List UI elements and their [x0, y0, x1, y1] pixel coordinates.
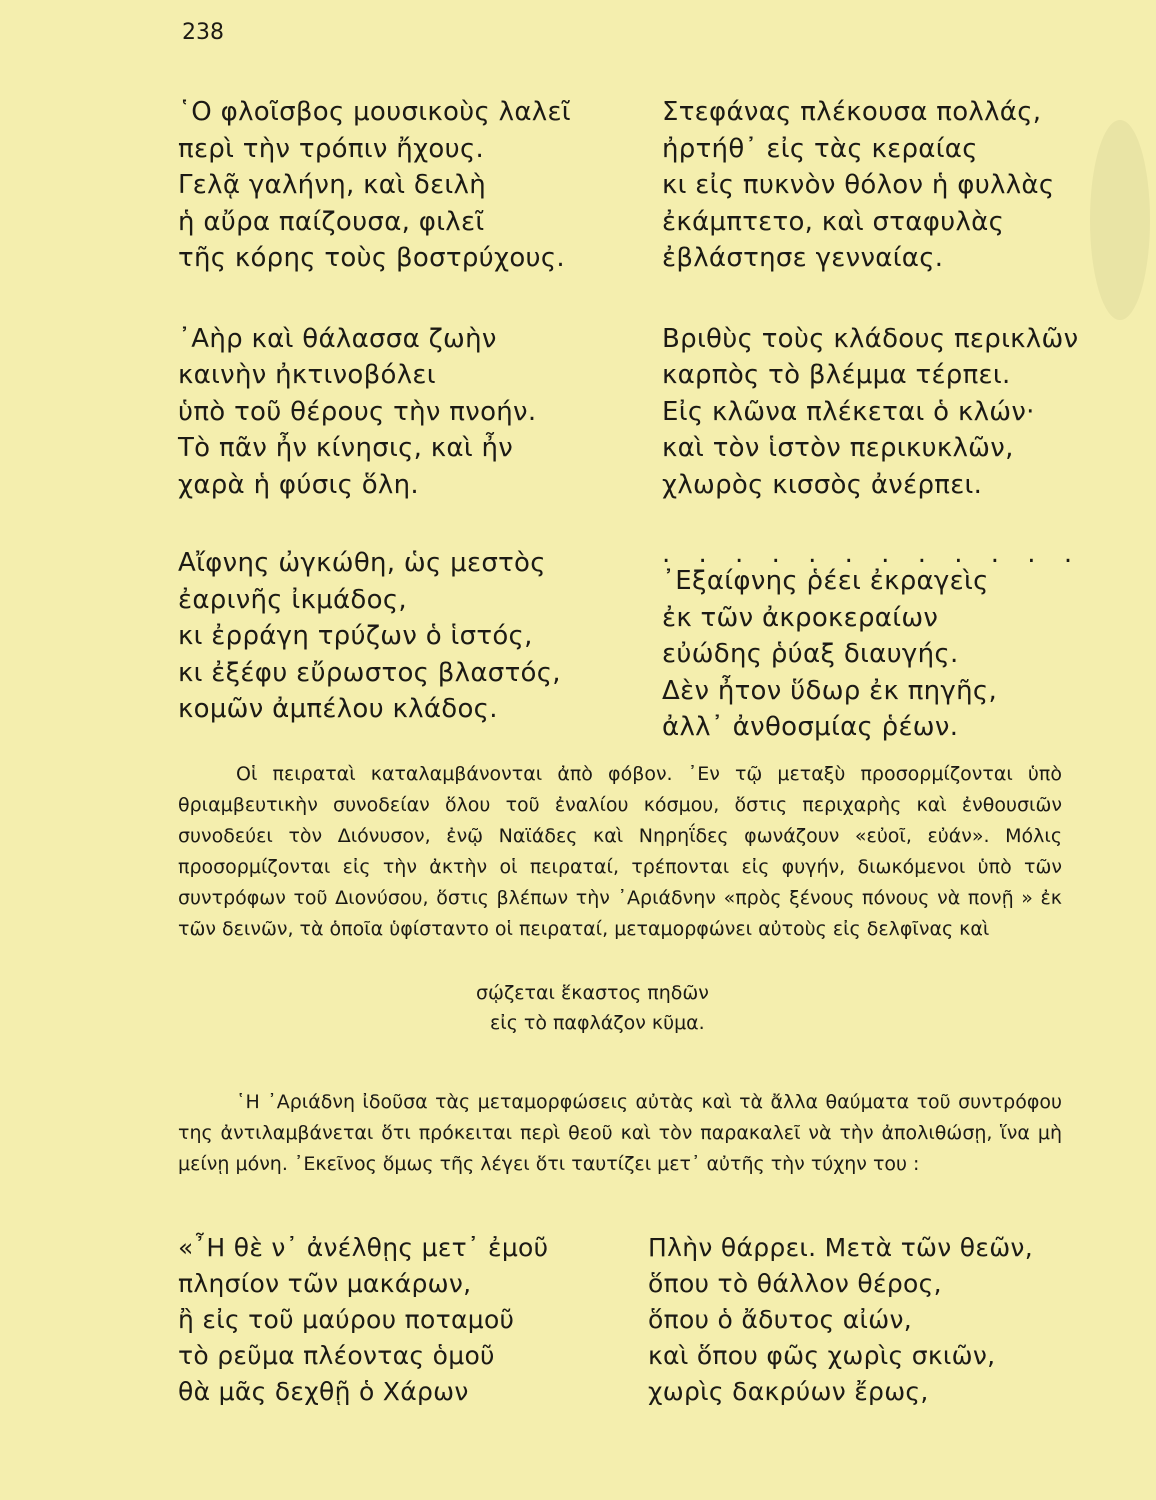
verse-line: εὐώδης ῥύαξ διαυγής.	[662, 639, 959, 669]
verse-line: Πλὴν θάρρει. Μετὰ τῶν θεῶν,	[648, 1233, 1033, 1262]
quote-line: εἰς τὸ παφλάζον κῦμα.	[490, 1012, 705, 1034]
prose-paragraph-1: Οἱ πειραταὶ καταλαμβάνονται ἀπὸ φόβον. ᾿Εν τῷ μεταξὺ προσορμίζονται ὑπὸ θριαμβευτικὴν συνοδείαν ὅλου τοῦ ἐναλίου κόσμου, ὅστις περιχαρὴς καὶ ἐνθουσιῶν συνοδεύει τὸν Διόνυσον, ἐνῷ Ναϊάδες καὶ Νηρηΐδες φωνάζουν «εὐοῖ, εὐάν». Μόλις προσορμίζονται εἰς τὴν ἀκτὴν οἱ πειραταί, τρέπονται εἰς φυγήν, διωκόμενοι ὑπὸ τῶν συντρόφων τοῦ Διονύσου, ὅστις βλέπων τὴν ᾿Αριάδνην «πρὸς ξένους πόνους νὰ πονῇ » ἐκ τῶν δεινῶν, τὰ ὁποῖα ὑφίσταντο οἱ πειραταί, μεταμορφώνει αὐτοὺς εἰς δελφῖνας καὶ	[178, 763, 1062, 940]
verse-line: χλωρὸς κισσὸς ἀνέρπει.	[662, 469, 983, 500]
poem-left-column	[178, 94, 648, 728]
verse-line: ᾿Αὴρ καὶ θάλασσα ζωὴν	[178, 323, 497, 354]
quoted-verse	[476, 978, 709, 1038]
poem-bottom-right-column	[648, 1230, 1088, 1410]
verse-line: Δὲν ἦτον ὕδωρ ἐκ πηγῆς,	[662, 675, 998, 706]
verse-line: ἢ εἰς τοῦ μαύρου ποταμοῦ	[178, 1305, 515, 1334]
stanza	[662, 539, 1083, 746]
verse-line: ἐαρινῆς ἰκμάδος,	[178, 584, 407, 615]
stanza	[178, 321, 648, 504]
stanza	[662, 94, 1082, 277]
page-number: 238	[182, 20, 224, 45]
verse-line: ἀλλ᾿ ἀνθοσμίας ῥέων.	[662, 712, 959, 742]
verse-line: ῾Ο φλοῖσβος μουσικοὺς λαλεῖ	[178, 97, 571, 127]
verse-line: ὑπὸ τοῦ θέρους τὴν πνοήν.	[178, 396, 537, 427]
verse-line: ὅπου ὁ ἄδυτος αἰών,	[648, 1305, 912, 1334]
verse-line: ἐκάμπτετο, καὶ σταφυλὰς	[662, 206, 1005, 237]
verse-line: ἡ αὔρα παίζουσα, φιλεῖ	[178, 206, 485, 237]
verse-line: ἐβλάστησε γενναίας.	[662, 243, 944, 273]
verse-line: Τὸ πᾶν ἦν κίνησις, καὶ ἦν	[178, 433, 514, 463]
stanza	[178, 545, 648, 728]
verse-line: καὶ τὸν ἱστὸν περικυκλῶν,	[662, 433, 1014, 463]
poem-bottom-left-column	[178, 1230, 618, 1410]
verse-line: πλησίον τῶν μακάρων,	[178, 1269, 472, 1298]
verse-line: Αἴφνης ὠγκώθη, ὡς μεστὸς	[178, 548, 546, 578]
verse-line: τὸ ρεῦμα πλέοντας ὁμοῦ	[178, 1341, 495, 1370]
verse-line: κι ἐξέφυ εὔρωστος βλαστός,	[178, 657, 561, 688]
prose-paragraph-2: ῾Η ᾿Αριάδνη ἰδοῦσα τὰς μεταμορφώσεις αὐτὰς καὶ τὰ ἄλλα θαύματα τοῦ συντρόφου της ἀντιλαμβάνεται ὅτι πρόκειται περὶ θεοῦ καὶ τὸν παρακαλεῖ νὰ τὴν ἀπολιθώσῃ, ἵνα μὴ μείνῃ μόνη. ᾿Εκεῖνος ὅμως τῆς λέγει ὅτι ταυτίζει μετ᾿ αὐτῆς τὴν τύχην του :	[178, 1091, 1062, 1175]
verse-line: «῏Η θὲ ν᾿ ἀνέλθῃς μετ᾿ ἐμοῦ	[178, 1233, 549, 1262]
verse-line: Βριθὺς τοὺς κλάδους περικλῶν	[662, 323, 1079, 354]
paper-stain	[1090, 120, 1150, 320]
verse-line: κομῶν ἀμπέλου κλάδος.	[178, 694, 498, 724]
verse-line: ἐκ τῶν ἀκροκεραίων	[662, 602, 939, 633]
stanza	[178, 94, 648, 277]
quote-line: σῴζεται ἕκαστος πηδῶν	[476, 982, 709, 1004]
verse-line: κι εἰς πυκνὸν θόλον ἡ φυλλὰς	[662, 170, 1055, 200]
verse-line: περὶ τὴν τρόπιν ἤχους.	[178, 133, 485, 164]
verse-line: ᾿Εξαίφνης ῥέει ἐκραγεὶς	[662, 566, 989, 596]
verse-line: καὶ ὅπου φῶς χωρὶς σκιῶν,	[648, 1341, 996, 1370]
verse-line: ἠρτήθ᾿ εἰς τὰς κεραίας	[662, 133, 978, 164]
verse-line: Εἰς κλῶνα πλέκεται ὁ κλών·	[662, 396, 1035, 427]
verse-line: Στεφάνας πλέκουσα πολλάς,	[662, 97, 1042, 127]
verse-line: καινὴν ἠκτινοβόλει	[178, 360, 436, 390]
verse-line: Γελᾷ γαλήνη, καὶ δειλὴ	[178, 170, 486, 200]
verse-line: χωρὶς δακρύων ἔρως,	[648, 1377, 929, 1406]
verse-line: κι ἐρράγη τρύζων ὁ ἱστός,	[178, 621, 533, 651]
verse-line: καρπὸς τὸ βλέμμα τέρπει.	[662, 360, 1011, 390]
poem-right-column	[662, 94, 1082, 746]
ellipsis-divider: . . . . . . . . . . . .	[662, 539, 1083, 569]
verse-line: ὅπου τὸ θάλλον θέρος,	[648, 1269, 942, 1298]
verse-line: θὰ μᾶς δεχθῇ ὁ Χάρων	[178, 1377, 469, 1406]
verse-line: τῆς κόρης τοὺς βοστρύχους.	[178, 243, 565, 273]
stanza	[662, 321, 1082, 504]
verse-line: χαρὰ ἡ φύσις ὅλη.	[178, 469, 419, 500]
